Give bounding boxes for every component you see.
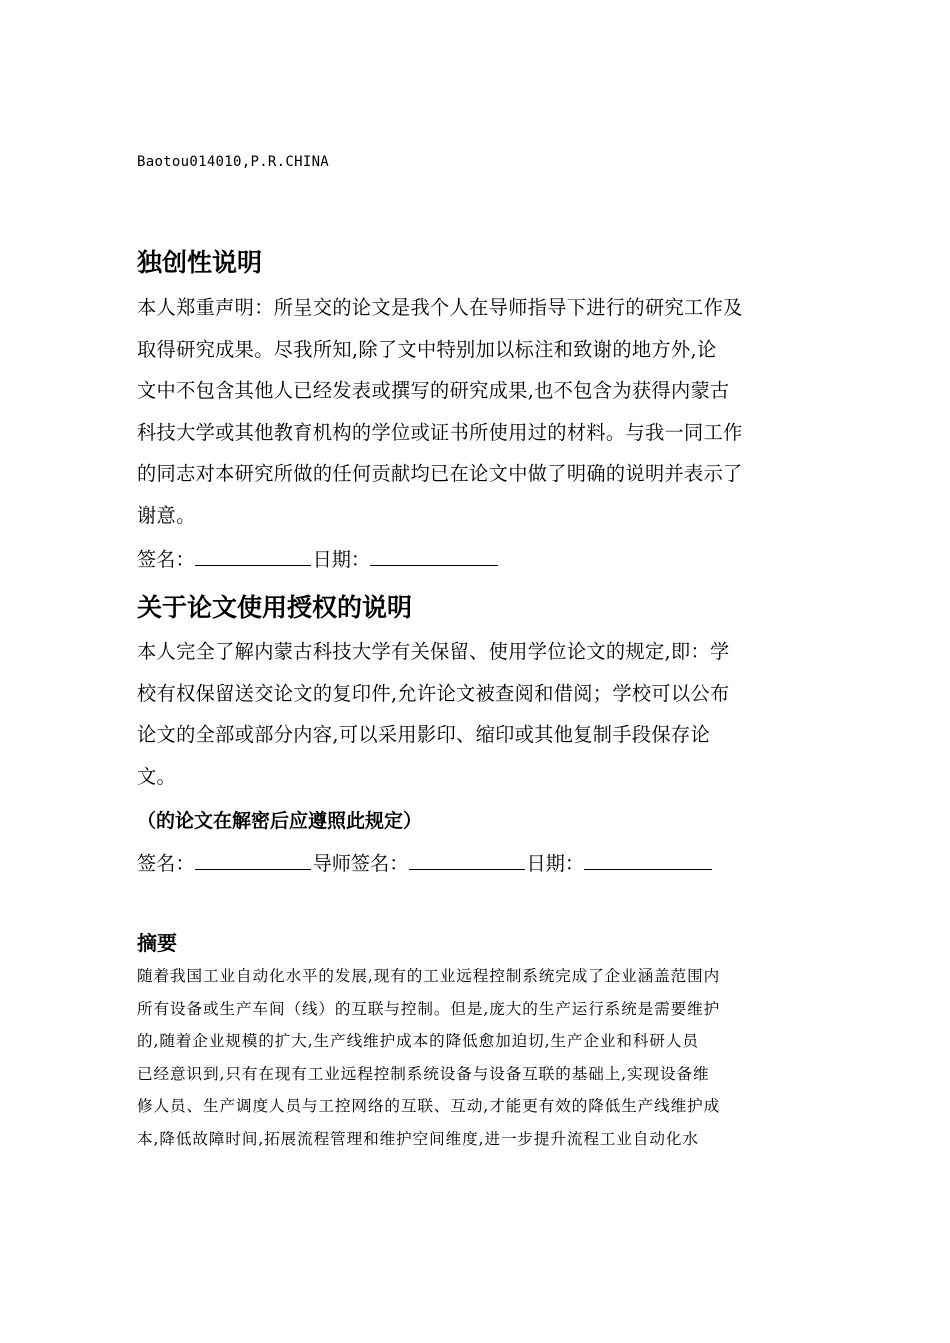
declassification-note: （的论文在解密后应遵照此规定） (137, 810, 423, 832)
authorization-signature-row (137, 849, 714, 876)
signature-label: 签名： (137, 548, 195, 571)
text-line: 本,降低故障时间,拓展流程管理和维护空间维度,进一步提升流程工业自动化水 (137, 1129, 699, 1148)
text-line: 的,随着企业规模的扩大,生产线维护成本的降低愈加迫切,生产企业和科研人员 (137, 1032, 699, 1050)
text-line: 科技大学或其他教育机构的学位或证书所使用过的材料。与我一同工作 (137, 420, 743, 444)
abstract-title: 摘要 (137, 931, 177, 955)
text-line: 随着我国工业自动化水平的发展,现有的工业远程控制系统完成了企业涵盖范围内 (137, 967, 721, 985)
text-line: 谢意。 (137, 503, 196, 527)
text-line: 论文的全部或部分内容,可以采用影印、缩印或其他复制手段保存论 (137, 723, 711, 746)
signature-label: 签名： (137, 852, 195, 875)
text-line: 本人完全了解内蒙古科技大学有关保留、使用学位论文的规定,即：学 (137, 640, 730, 663)
text-line: 已经意识到,只有在现有工业远程控制系统设备与设备互联的基础上,实现设备维 (137, 1064, 710, 1083)
text-line: 的同志对本研究所做的任何贡献均已在论文中做了明确的说明并表示了 (137, 462, 743, 485)
originality-title: 独创性说明 (137, 248, 263, 277)
advisor-signature-label: 导师签名： (312, 852, 409, 875)
authorization-statement (137, 631, 827, 797)
signature-blank[interactable] (195, 547, 311, 566)
date-blank[interactable] (584, 851, 712, 870)
advisor-signature-blank[interactable] (409, 851, 525, 870)
authorization-title: 关于论文使用授权的说明 (137, 593, 413, 622)
text-line: 校有权保留送交论文的复印件,允许论文被查阅和借阅；学校可以公布 (137, 681, 730, 705)
date-label: 日期： (526, 852, 585, 875)
text-line: 修人员、生产调度人员与工控网络的互联、互动,才能更有效的降低生产线维护成 (137, 1097, 721, 1115)
text-line: 本人郑重声明：所呈交的论文是我个人在导师指导下进行的研究工作及 (137, 296, 743, 319)
text-line: 文中不包含其他人已经发表或撰写的研究成果,也不包含为获得内蒙古 (137, 379, 730, 402)
abstract-body (137, 960, 827, 1155)
address-line: Baotou014010,P.R.CHINA (137, 154, 330, 170)
originality-statement (137, 287, 827, 536)
text-line: 所有设备或生产车间（线）的互联与控制。但是,庞大的生产运行系统是需要维护 (137, 999, 721, 1018)
date-label: 日期： (312, 548, 371, 571)
date-blank[interactable] (370, 547, 498, 566)
originality-signature-row (137, 545, 500, 572)
signature-blank[interactable] (195, 851, 311, 870)
text-line: 取得研究成果。尽我所知,除了文中特别加以标注和致谢的地方外,论 (137, 337, 717, 361)
text-line: 文。 (137, 764, 177, 788)
